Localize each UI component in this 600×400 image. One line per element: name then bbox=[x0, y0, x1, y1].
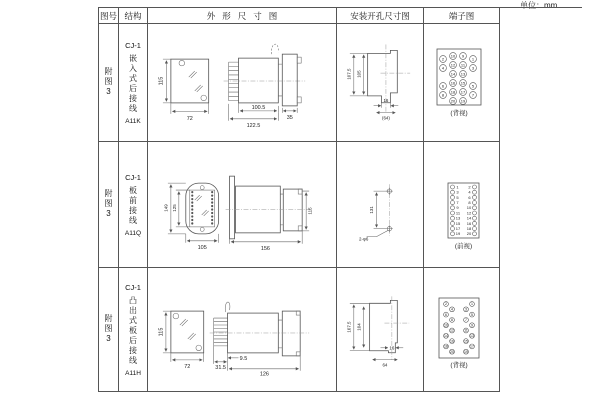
pin-number: 4 bbox=[451, 307, 453, 312]
hole-note: 2-φ6 bbox=[359, 236, 369, 242]
terminal-grid bbox=[437, 49, 481, 117]
pin-number: 16 bbox=[450, 339, 454, 344]
pin-number: 12 bbox=[466, 209, 472, 215]
dim-label: 131 bbox=[369, 205, 375, 214]
col-header-figure-no bbox=[99, 8, 119, 24]
install-drawing-a11h bbox=[337, 268, 423, 391]
pin-number: 16 bbox=[466, 220, 472, 226]
dim-label: 104 bbox=[356, 323, 362, 331]
dim-label: 115 bbox=[158, 327, 165, 337]
structure-cell bbox=[119, 24, 148, 142]
dim-label: 126 bbox=[259, 371, 269, 378]
pin-number: 7 bbox=[465, 318, 467, 323]
pin-number: 12 bbox=[450, 328, 454, 333]
pin-number: 15 bbox=[460, 79, 466, 85]
install-drawing-a11k bbox=[337, 24, 423, 142]
view-caption: (前视) bbox=[454, 242, 473, 250]
pin-number: 17 bbox=[455, 225, 461, 231]
pin-number: 8 bbox=[441, 91, 445, 97]
pin-number: 12 bbox=[450, 61, 456, 67]
header-label: 安装开孔尺寸图 bbox=[350, 10, 410, 21]
dim-label: 107.5 bbox=[346, 321, 352, 333]
figure-no: 附图3 bbox=[104, 314, 113, 345]
pin-number: 19 bbox=[464, 349, 468, 354]
structure-label bbox=[125, 41, 141, 125]
side-view bbox=[210, 302, 309, 378]
outline-drawing-a11k bbox=[148, 24, 336, 142]
dim-label: 122.5 bbox=[246, 122, 261, 129]
pin-number: 9 bbox=[461, 52, 465, 58]
pin-number: 16 bbox=[450, 79, 456, 85]
dim-label: 35 bbox=[286, 114, 293, 121]
dim-label: 72 bbox=[184, 363, 191, 370]
dim-label: 100.5 bbox=[251, 104, 266, 111]
structure-cell bbox=[119, 142, 148, 268]
pin-number: 10 bbox=[450, 52, 456, 58]
model-code: A11H bbox=[125, 369, 141, 377]
dim-label: 107.5 bbox=[346, 68, 352, 80]
col-header-outline bbox=[148, 8, 337, 24]
install-cell bbox=[337, 142, 424, 268]
dim-label: 31.5 bbox=[215, 364, 226, 371]
pin-number: 17 bbox=[460, 88, 466, 94]
top-rule bbox=[498, 7, 582, 8]
dim-label: 156 bbox=[260, 245, 270, 252]
install-cell bbox=[337, 268, 424, 391]
outline-cell bbox=[148, 24, 337, 142]
pin-number: 18 bbox=[466, 225, 472, 231]
pin-number: 18 bbox=[444, 344, 448, 349]
pin-number: 18 bbox=[450, 88, 456, 94]
install-drawing-a11q bbox=[337, 142, 423, 268]
pin-number: 6 bbox=[468, 194, 471, 200]
pin-number: 13 bbox=[455, 215, 461, 221]
dim-label: 72 bbox=[186, 115, 193, 122]
pin-number: 19 bbox=[455, 230, 461, 236]
dim-label: (64) bbox=[381, 115, 390, 121]
model-name: CJ-1 bbox=[125, 40, 141, 50]
view-caption: (背视) bbox=[450, 109, 468, 117]
terminal-cell bbox=[424, 268, 499, 391]
pin-number: 1 bbox=[456, 183, 459, 189]
pin-number: 9 bbox=[456, 204, 459, 210]
pin-number: 4 bbox=[468, 189, 471, 195]
figure-no-cell bbox=[99, 142, 119, 268]
pin-number: 3 bbox=[471, 64, 475, 70]
pin-number: 6 bbox=[441, 82, 445, 88]
pin-number: 5 bbox=[456, 194, 459, 200]
pin-number: 7 bbox=[471, 91, 475, 97]
pin-number: 17 bbox=[470, 344, 474, 349]
view-caption: (背视) bbox=[450, 362, 468, 369]
terminal-cell bbox=[424, 24, 499, 142]
pin-number: 10 bbox=[444, 323, 448, 328]
pin-number: 15 bbox=[464, 339, 468, 344]
structure-type: 嵌入式后接线 bbox=[128, 53, 138, 114]
dim-label: 105 bbox=[197, 244, 207, 251]
figure-no-cell bbox=[99, 24, 119, 142]
figure-no: 附图3 bbox=[104, 67, 113, 98]
front-view bbox=[163, 183, 218, 251]
pin-number: 8 bbox=[451, 318, 453, 323]
pin-number: 5 bbox=[471, 82, 475, 88]
side-view bbox=[226, 176, 313, 252]
dimension-table bbox=[98, 7, 500, 392]
pin-number: 10 bbox=[466, 204, 472, 210]
side-view bbox=[224, 44, 306, 129]
pin-number: 13 bbox=[470, 334, 474, 338]
outline-cell bbox=[148, 268, 337, 391]
pin-number: 11 bbox=[460, 61, 466, 67]
structure-type: 板前接线 bbox=[128, 185, 138, 226]
model-name: CJ-1 bbox=[125, 282, 141, 292]
terminal-diagram-a11q bbox=[424, 142, 499, 268]
header-label: 结构 bbox=[124, 10, 142, 21]
pin-number: 11 bbox=[455, 209, 461, 215]
figure-no: 附图3 bbox=[104, 189, 113, 220]
pin-number: 9 bbox=[471, 323, 473, 328]
col-header-terminal bbox=[424, 8, 499, 24]
terminal-grid bbox=[439, 298, 479, 369]
pin-number: 14 bbox=[466, 215, 472, 221]
pin-number: 8 bbox=[468, 199, 471, 205]
header-label: 外形尺寸图 bbox=[206, 10, 285, 21]
pin-number: 2 bbox=[445, 302, 447, 307]
unit-label: 单位：mm bbox=[520, 1, 558, 10]
pin-number: 7 bbox=[456, 199, 459, 205]
pin-number: 13 bbox=[460, 70, 466, 76]
structure-cell bbox=[119, 268, 148, 391]
model-code: A11Q bbox=[124, 229, 142, 237]
outline-drawing-a11q bbox=[148, 142, 336, 268]
dim-label: 16 bbox=[383, 97, 389, 103]
dim-label: 16 bbox=[389, 345, 395, 351]
cutout-drawing bbox=[346, 44, 410, 120]
terminal-grid bbox=[448, 183, 479, 250]
cutout-drawing bbox=[346, 296, 409, 367]
dim-label: 115 bbox=[158, 76, 165, 85]
hole-drawing bbox=[359, 184, 393, 241]
terminal-diagram-a11k bbox=[424, 24, 499, 142]
pin-number: 4 bbox=[441, 64, 445, 70]
install-cell bbox=[337, 24, 424, 142]
pin-number: 14 bbox=[444, 334, 448, 338]
col-header-install bbox=[337, 8, 424, 24]
front-view bbox=[158, 311, 203, 370]
dim-label: 125 bbox=[171, 203, 177, 212]
pin-number: 20 bbox=[466, 230, 472, 236]
pin-number: 2 bbox=[468, 183, 471, 189]
pin-number: 19 bbox=[460, 97, 466, 103]
dim-label: 9.5 bbox=[239, 355, 248, 362]
structure-type: 凸出式板后接线 bbox=[128, 295, 138, 366]
model-code: A11K bbox=[125, 117, 141, 125]
pin-number: 3 bbox=[465, 307, 467, 312]
pin-number: 11 bbox=[464, 328, 468, 333]
pin-number: 20 bbox=[450, 349, 454, 354]
outline-cell bbox=[148, 142, 337, 268]
structure-label bbox=[125, 173, 141, 237]
col-header-structure bbox=[119, 8, 148, 24]
terminal-cell bbox=[424, 142, 499, 268]
dim-label: 149 bbox=[163, 203, 169, 212]
pin-number: 15 bbox=[455, 220, 461, 226]
pin-number: 1 bbox=[471, 302, 473, 307]
pin-number: 2 bbox=[441, 55, 445, 61]
dim-label: 115 bbox=[307, 206, 313, 215]
dim-label: 105 bbox=[356, 69, 362, 78]
pin-number: 20 bbox=[450, 97, 456, 103]
header-label: 图号 bbox=[99, 10, 117, 21]
pin-number: 5 bbox=[471, 312, 473, 317]
front-view bbox=[158, 59, 208, 122]
pin-number: 6 bbox=[445, 312, 447, 317]
pin-number: 1 bbox=[471, 55, 475, 61]
dim-label: 64 bbox=[382, 362, 388, 368]
figure-no-cell bbox=[99, 268, 119, 391]
header-label: 端子图 bbox=[448, 10, 475, 21]
terminal-diagram-a11h bbox=[424, 268, 499, 391]
pin-number: 14 bbox=[450, 70, 456, 76]
pin-number: 3 bbox=[456, 189, 459, 195]
outline-drawing-a11h bbox=[148, 268, 336, 391]
model-name: CJ-1 bbox=[125, 172, 141, 182]
structure-label bbox=[125, 283, 141, 377]
